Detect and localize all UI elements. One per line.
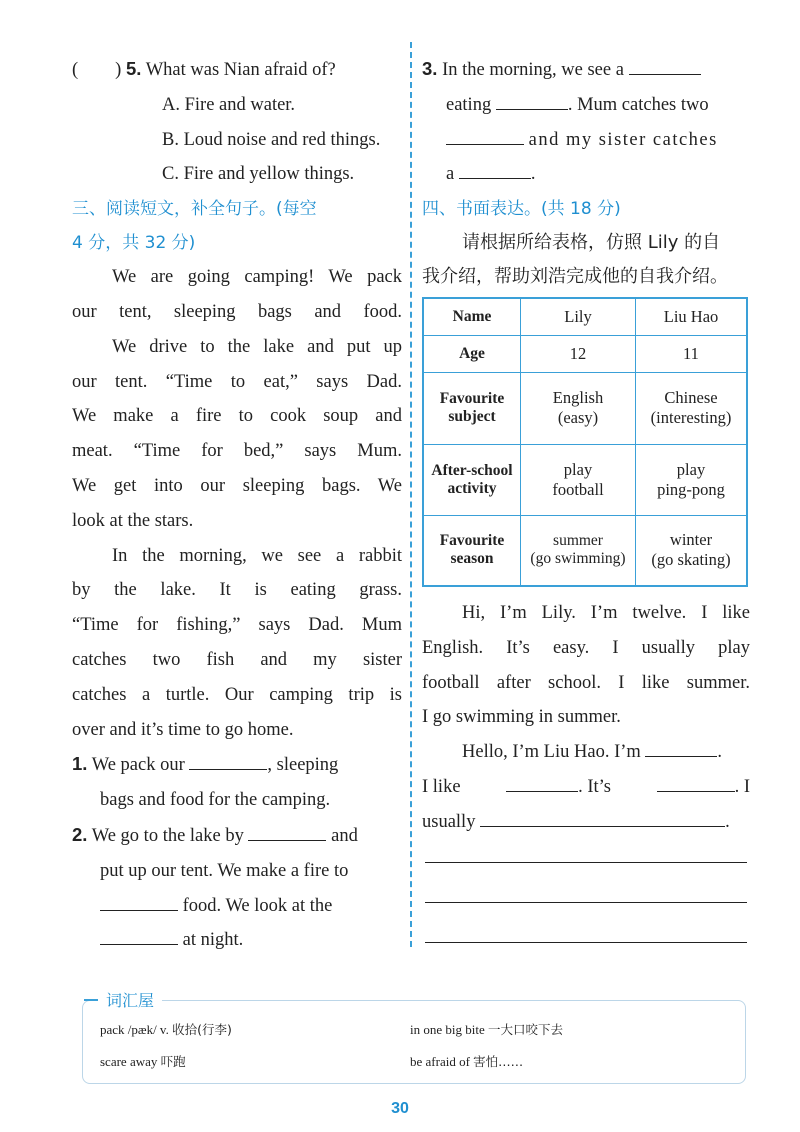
right-column: 3. In the morning, we see a eating . Mum catches two and my sister catches a . 四、书面表达。(共 18 分) 请根据所给表格，仿照 Lily 的自 我介绍，帮助刘浩完成他的自我介绍。 — [422, 52, 752, 294]
table-cell: summer (go swimming) — [521, 515, 636, 586]
writing-blank-line[interactable] — [425, 862, 747, 863]
question-5 — [72, 52, 402, 88]
page-number: 30 — [391, 1100, 409, 1117]
sample-line: English. It’s easy. I usually play — [422, 637, 750, 658]
table-cell: 11 — [636, 335, 748, 372]
answer-blank[interactable] — [446, 126, 524, 145]
instruction-text: 我介绍，帮助刘浩完成他的自我介绍。 — [422, 266, 728, 288]
question-2-cont: at night. — [72, 923, 402, 958]
passage-line: catches a turtle. Our camping trip is — [72, 684, 402, 705]
sample-line: I go swimming in summer. — [422, 707, 621, 728]
answer-blank[interactable] — [100, 926, 178, 945]
passage-line: over and it’s time to go home. — [72, 719, 294, 740]
passage-line: catches two fish and my sister — [72, 649, 402, 670]
sample-line: football after school. I like summer. — [422, 672, 750, 693]
passage-line: look at the stars. — [72, 510, 194, 531]
answer-blank[interactable] — [248, 822, 326, 841]
instruction-text: 请根据所给表格，仿照 Lily 的自 — [462, 232, 721, 254]
table-row — [423, 444, 747, 515]
writing-line: I like . It’s . I — [422, 770, 750, 805]
table-cell: English (easy) — [521, 372, 636, 444]
answer-blank[interactable] — [629, 56, 701, 75]
writing-blank-line[interactable] — [425, 942, 747, 943]
table-row — [423, 372, 747, 444]
table-cell: Chinese (interesting) — [636, 372, 748, 444]
vocab-title: 词汇屋 — [98, 988, 162, 1011]
passage-line: In the morning, we see a rabbit — [112, 545, 402, 566]
column-divider — [410, 42, 412, 947]
question-2: 2. We go to the lake by and — [72, 823, 358, 846]
passage-line: our tent. “Time to eat,” says Dad. — [72, 371, 402, 392]
vocab-item: scare away 吓跑 — [100, 1054, 186, 1069]
table-label-cell: Favourite subject — [423, 372, 521, 444]
table-cell: play ping-pong — [636, 444, 748, 515]
vocab-box — [82, 1000, 746, 1084]
left-column — [72, 52, 402, 958]
vocab-item: pack /pæk/ v. 收拾(行李) — [100, 1022, 232, 1037]
table-cell: winter (go skating) — [636, 515, 748, 586]
passage-line: by the lake. It is eating grass. — [72, 580, 402, 601]
vocab-item: in one big bite 一大口咬下去 — [410, 1022, 564, 1037]
table-cell: play football — [521, 444, 636, 515]
answer-blank[interactable] — [189, 751, 267, 770]
table-header-cell: Name — [423, 298, 521, 335]
answer-blank[interactable] — [645, 738, 717, 757]
section-4-title: 四、书面表达。(共 18 分) — [422, 199, 621, 220]
passage-line: our tent, sleeping bags and food. — [72, 301, 402, 322]
option-c: C. Fire and yellow things. — [162, 164, 355, 185]
table-row — [423, 515, 747, 586]
passage-line: We drive to the lake and put up — [112, 336, 402, 357]
question-2-cont: put up our tent. We make a fire to — [100, 860, 349, 881]
question-text: What was Nian afraid of? — [145, 60, 336, 80]
question-1: 1. We pack our , sleeping — [72, 753, 339, 776]
passage-line: meat. “Time for bed,” says Mum. — [72, 441, 402, 462]
sample-line: Hi, I’m Lily. I’m twelve. I like — [462, 603, 750, 623]
question-number: 3. — [422, 58, 438, 79]
table-row — [423, 335, 747, 372]
table-header-cell: Liu Hao — [636, 298, 748, 335]
answer-blank[interactable] — [657, 773, 735, 792]
table-label-cell: Favourite season — [423, 515, 521, 586]
section-3-title-cont: 4 分，共 32 分) — [72, 233, 196, 254]
answer-blank[interactable] — [100, 892, 178, 911]
question-2-cont: food. We look at the — [72, 889, 402, 924]
answer-blank[interactable] — [496, 91, 568, 110]
writing-line: usually . — [422, 805, 750, 840]
answer-blank[interactable] — [459, 160, 531, 179]
table-row — [423, 298, 747, 335]
question-number: 2. — [72, 823, 88, 845]
question-3: 3. In the morning, we see a — [422, 52, 752, 88]
writing-blank-line[interactable] — [425, 902, 747, 903]
passage-line: We make a fire to cook soup and — [72, 406, 402, 427]
section-3-title: 三、阅读短文，补全句子。(每空 — [72, 199, 317, 220]
table-label-cell: Age — [423, 335, 521, 372]
passage-line: We get into our sleeping bags. We — [72, 475, 402, 496]
option-b: B. Loud noise and red things. — [162, 129, 381, 150]
passage-line: We are going camping! We pack — [112, 267, 402, 288]
answer-blank[interactable] — [506, 773, 578, 792]
answer-bracket: ( ) — [72, 60, 122, 80]
vocab-item: be afraid of 害怕…… — [410, 1054, 524, 1069]
info-table — [422, 297, 748, 587]
option-a: A. Fire and water. — [162, 94, 296, 115]
answer-blank[interactable] — [480, 808, 725, 827]
question-1-cont: bags and food for the camping. — [100, 790, 331, 811]
question-number: 1. — [72, 753, 88, 775]
sample-and-writing — [422, 596, 750, 840]
writing-line: Hello, I’m Liu Hao. I’m . — [422, 735, 750, 770]
table-label-cell: After-school activity — [423, 444, 521, 515]
question-number: 5. — [125, 58, 142, 79]
passage-line: “Time for fishing,” says Dad. Mum — [72, 615, 402, 636]
table-header-cell: Lily — [521, 298, 636, 335]
reading-passage — [72, 260, 402, 747]
table-cell: 12 — [521, 335, 636, 372]
